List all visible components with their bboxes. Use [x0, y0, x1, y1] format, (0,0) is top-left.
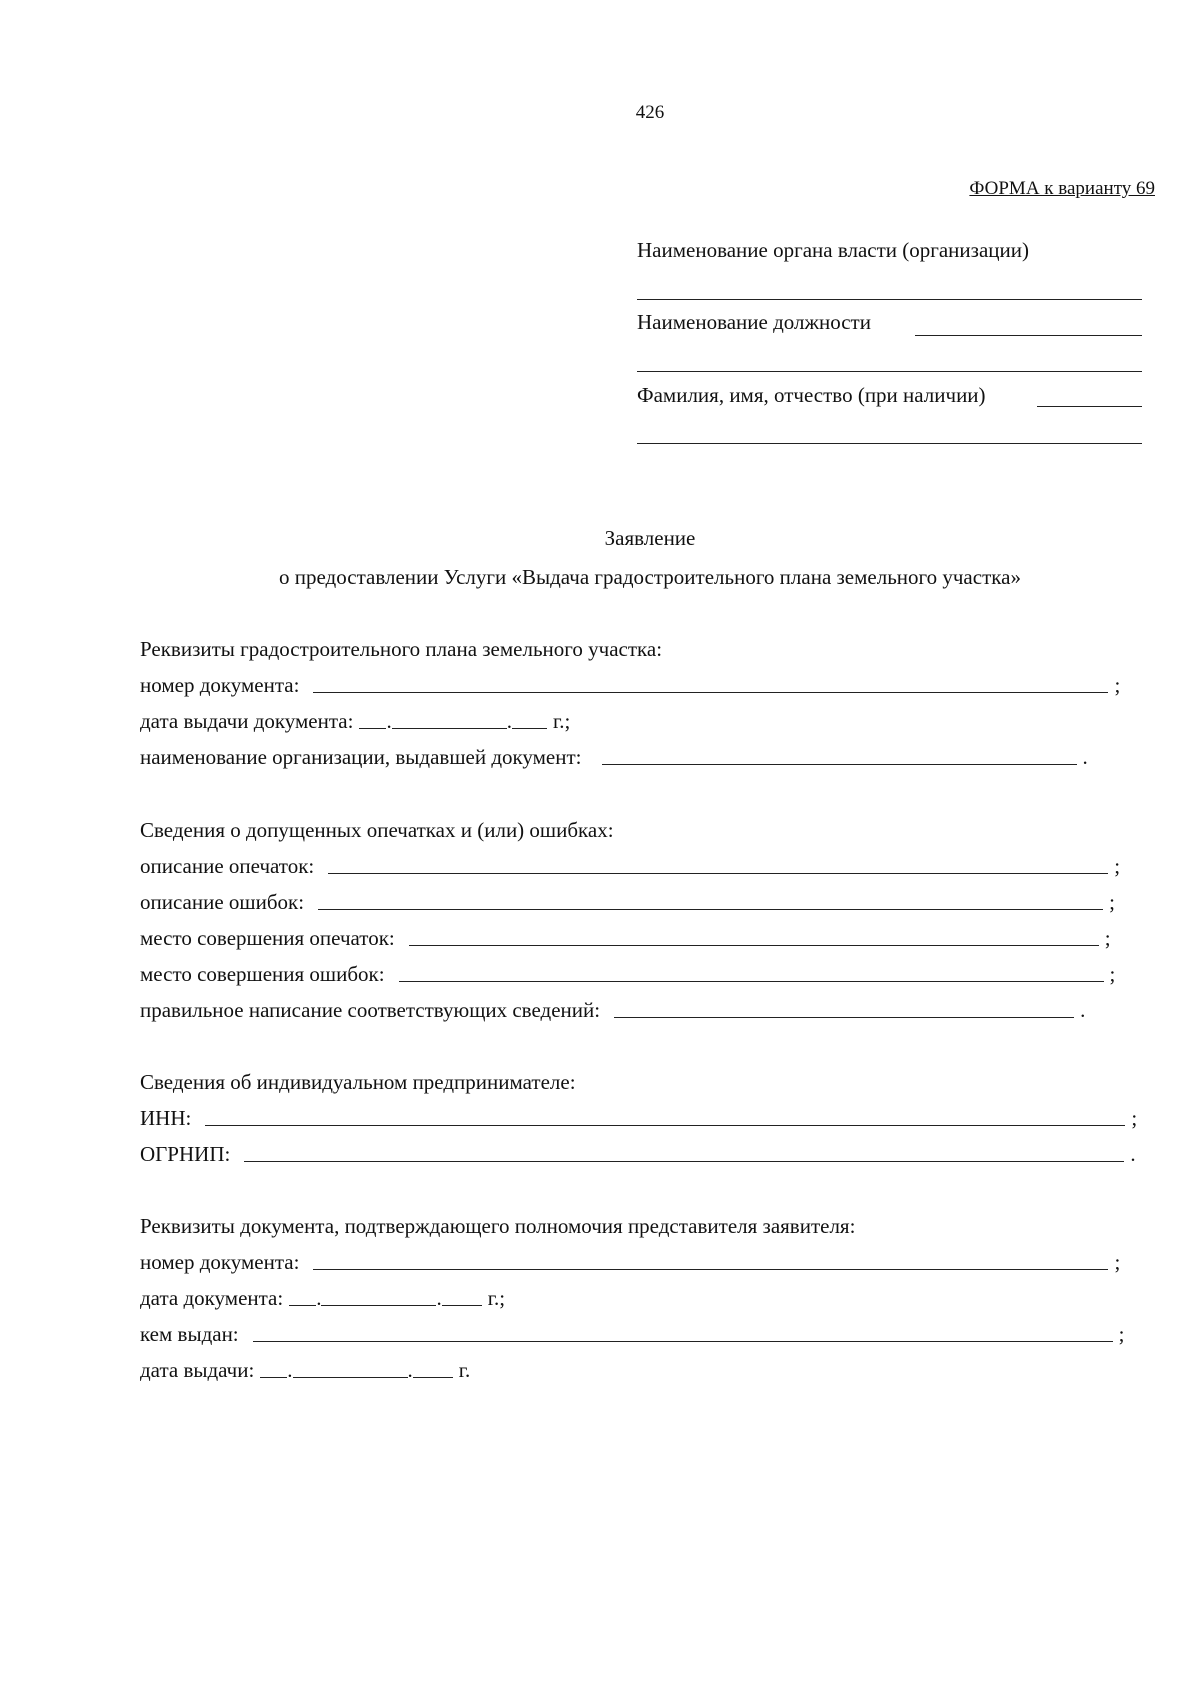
section-errors-heading: Сведения о допущенных опечатках и (или) ошибках: — [140, 818, 614, 842]
typos-desc-field[interactable] — [328, 873, 1108, 874]
plan-issue-day-field[interactable] — [359, 728, 386, 729]
errors-place-row — [140, 962, 1115, 987]
period: . — [1080, 998, 1086, 1022]
rep-issue-date-label: дата выдачи: — [140, 1358, 255, 1382]
plan-doc-number-row — [140, 673, 1120, 698]
plan-doc-number-label: номер документа: — [140, 673, 300, 697]
semicolon: ; — [1114, 1250, 1121, 1274]
errors-place-label: место совершения ошибок: — [140, 962, 385, 986]
authority-label: Наименование органа власти (организации) — [637, 238, 1029, 262]
plan-issue-year-field[interactable] — [512, 728, 547, 729]
dot: . — [316, 1286, 322, 1310]
section-representative-heading: Реквизиты документа, подтверждающего полномочия представителя заявителя: — [140, 1214, 856, 1238]
rep-issue-day-field[interactable] — [260, 1377, 287, 1378]
position-field-2[interactable] — [637, 371, 1142, 372]
semicolon: ; — [1114, 854, 1121, 878]
form-reference: ФОРМА к варианту 69 — [969, 178, 1155, 199]
rep-doc-number-field[interactable] — [313, 1269, 1108, 1270]
correct-row — [140, 998, 1085, 1023]
plan-issue-date-row — [140, 709, 570, 734]
errors-desc-field[interactable] — [318, 909, 1103, 910]
rep-doc-date-row — [140, 1286, 505, 1311]
ogrnip-row — [140, 1142, 1136, 1167]
semicolon: ; — [1131, 1106, 1138, 1130]
dot: . — [436, 1286, 442, 1310]
name-field-2[interactable] — [637, 443, 1142, 444]
section-entrepreneur-heading: Сведения об индивидуальном предпринимателе: — [140, 1070, 576, 1094]
position-field[interactable] — [915, 335, 1142, 336]
rep-issue-date-row — [140, 1358, 470, 1383]
typos-place-label: место совершения опечаток: — [140, 926, 395, 950]
page-number: 426 — [635, 102, 665, 123]
typos-place-field[interactable] — [409, 945, 1099, 946]
errors-desc-label: описание ошибок: — [140, 890, 305, 914]
period: . — [1082, 745, 1088, 769]
year-suffix: г.; — [487, 1286, 506, 1310]
year-suffix: г.; — [552, 709, 571, 733]
rep-doc-year-field[interactable] — [442, 1305, 482, 1306]
dot: . — [386, 709, 392, 733]
semicolon: ; — [1114, 673, 1121, 697]
plan-issuer-label: наименование организации, выдавшей документ: — [140, 745, 582, 769]
correct-label: правильное написание соответствующих сведений: — [140, 998, 601, 1022]
document-title: Заявление — [604, 526, 696, 550]
dot: . — [287, 1358, 293, 1382]
semicolon: ; — [1118, 1322, 1125, 1346]
rep-issue-month-field[interactable] — [293, 1377, 408, 1378]
semicolon: ; — [1109, 962, 1116, 986]
period: . — [1130, 1142, 1136, 1166]
year-suffix: г. — [458, 1358, 471, 1382]
plan-doc-number-field[interactable] — [313, 692, 1108, 693]
document-subtitle: о предоставлении Услуги «Выдача градостроительного плана земельного участка» — [279, 565, 1021, 589]
section-plan-heading: Реквизиты градостроительного плана земельного участка: — [140, 637, 663, 661]
authority-field[interactable] — [637, 299, 1142, 300]
rep-doc-date-label: дата документа: — [140, 1286, 284, 1310]
plan-issuer-field[interactable] — [602, 764, 1077, 765]
rep-issued-by-label: кем выдан: — [140, 1322, 239, 1346]
inn-label: ИНН: — [140, 1106, 192, 1130]
ogrnip-field[interactable] — [244, 1161, 1124, 1162]
rep-doc-day-field[interactable] — [289, 1305, 316, 1306]
typos-desc-label: описание опечаток: — [140, 854, 315, 878]
plan-issue-date-label: дата выдачи документа: — [140, 709, 354, 733]
correct-field[interactable] — [614, 1017, 1074, 1018]
dot: . — [407, 1358, 413, 1382]
inn-field[interactable] — [205, 1125, 1125, 1126]
typos-desc-row — [140, 854, 1120, 879]
semicolon: ; — [1109, 890, 1115, 914]
rep-issued-by-row — [140, 1322, 1125, 1347]
rep-issue-year-field[interactable] — [413, 1377, 453, 1378]
errors-place-field[interactable] — [399, 981, 1104, 982]
rep-doc-number-row — [140, 1250, 1120, 1275]
name-label: Фамилия, имя, отчество (при наличии) — [637, 383, 986, 407]
typos-place-row — [140, 926, 1111, 951]
inn-row — [140, 1106, 1137, 1131]
ogrnip-label: ОГРНИП: — [140, 1142, 231, 1166]
position-label: Наименование должности — [637, 310, 871, 334]
rep-doc-month-field[interactable] — [321, 1305, 436, 1306]
semicolon: ; — [1104, 926, 1111, 950]
name-field[interactable] — [1037, 406, 1142, 407]
plan-issuer-row — [140, 745, 1088, 770]
rep-issued-by-field[interactable] — [253, 1341, 1113, 1342]
dot: . — [506, 709, 512, 733]
errors-desc-row — [140, 890, 1115, 915]
rep-doc-number-label: номер документа: — [140, 1250, 300, 1274]
plan-issue-month-field[interactable] — [392, 728, 507, 729]
